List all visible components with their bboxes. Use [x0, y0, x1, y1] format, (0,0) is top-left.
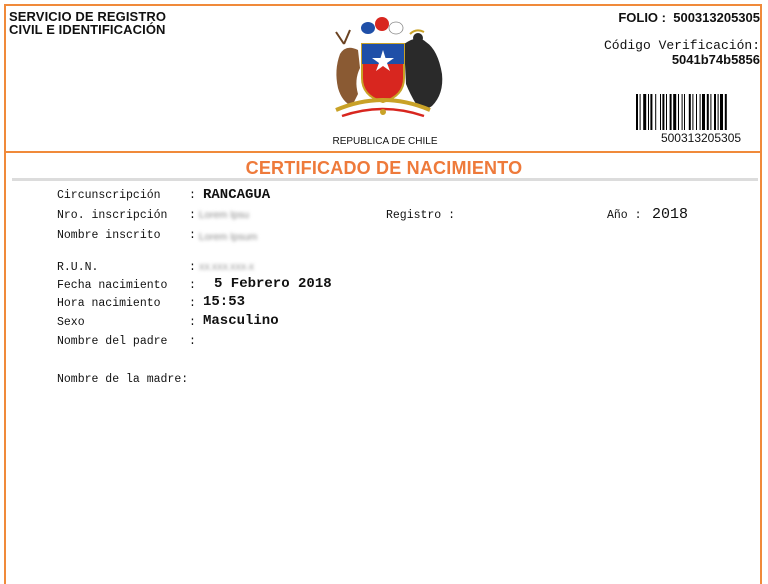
- nro-inscripcion-label: Nro. inscripción: [57, 209, 168, 222]
- run-value: XX.XXX.XXX-X: [199, 263, 255, 272]
- registro-label: Registro :: [386, 209, 456, 222]
- nombre-inscrito-value: Lorem Ipsum: [199, 232, 258, 243]
- agency-line-2: CIVIL E IDENTIFICACIÓN: [9, 22, 166, 37]
- circunscripcion-label: Circunscripción: [57, 189, 161, 202]
- verification-code: 5041b74b5856: [671, 52, 760, 67]
- folio-value: 500313205305: [673, 10, 760, 25]
- colon: :: [189, 279, 196, 292]
- nro-inscripcion-value: Lorem Ipsu: [199, 210, 250, 221]
- nombre-inscrito-label: Nombre inscrito: [57, 229, 161, 242]
- issuing-agency: [9, 10, 166, 36]
- hora-nacimiento-value: 15:53: [203, 294, 246, 310]
- sexo-value: Masculino: [203, 313, 279, 329]
- nombre-madre-label: Nombre de la madre:: [57, 373, 189, 386]
- run-label: R.U.N.: [57, 261, 99, 274]
- circunscripcion-value: RANCAGUA: [203, 187, 271, 203]
- anio-label: Año :: [607, 209, 642, 222]
- document-title: CERTIFICADO DE NACIMIENTO: [245, 158, 523, 178]
- colon: :: [189, 297, 196, 310]
- colon: :: [189, 335, 196, 348]
- sexo-label: Sexo: [57, 316, 85, 329]
- hora-nacimiento-label: Hora nacimiento: [57, 297, 161, 310]
- colon: :: [189, 316, 196, 329]
- fecha-nacimiento-value: 5 Febrero 2018: [214, 276, 332, 292]
- fecha-nacimiento-label: Fecha nacimiento: [57, 279, 168, 292]
- country-name: REPUBLICA DE CHILE: [332, 136, 438, 147]
- anio-value: 2018: [652, 206, 689, 223]
- barcode-number: 500313205305: [660, 131, 742, 145]
- verification-label: Código Verificación:: [603, 38, 760, 53]
- folio: [618, 10, 760, 25]
- folio-label: FOLIO :: [618, 10, 666, 25]
- coat-of-arms-icon: [306, 14, 460, 126]
- barcode-icon: [636, 94, 758, 130]
- colon: :: [189, 261, 196, 274]
- header-divider: [4, 151, 762, 153]
- colon: :: [189, 209, 196, 222]
- title-underline: [12, 178, 758, 181]
- agency-line-1: SERVICIO DE REGISTRO: [9, 9, 167, 24]
- nombre-padre-label: Nombre del padre: [57, 335, 168, 348]
- colon: :: [189, 189, 196, 202]
- colon: :: [189, 229, 196, 242]
